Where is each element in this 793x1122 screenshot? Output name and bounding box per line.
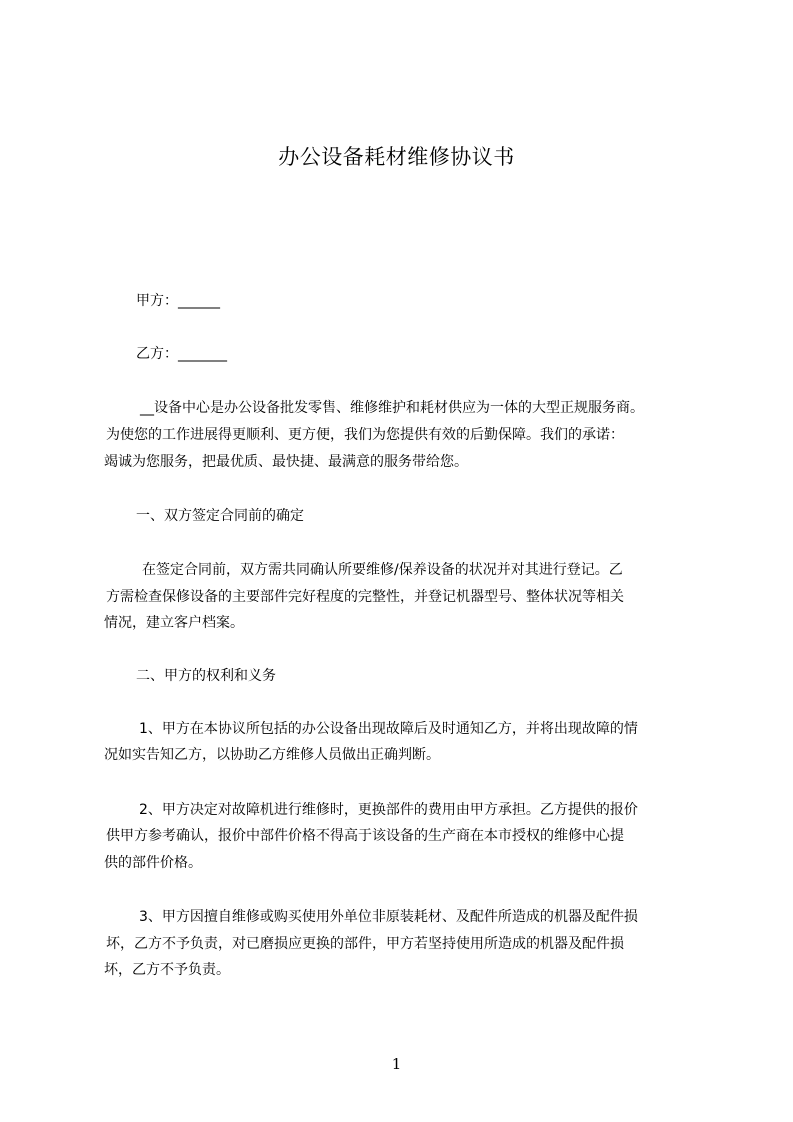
party-b-line: 乙方：_______ [136, 346, 227, 362]
intro-line: 为使您的工作进展得更顺利、更方便，我们为您提供有效的后勤保障。我们的承诺： [106, 427, 624, 443]
section-2-item-1-line: 况如实告知乙方，以协助乙方维修人员做出正确判断。 [104, 747, 440, 763]
intro-line: 竭诚为您服务，把最优质、最快捷、最满意的服务带给您。 [104, 454, 468, 470]
party-a-line: 甲方：______ [136, 293, 220, 309]
section-1-line: 方需检查保修设备的主要部件完好程度的完整性，并登记机器型号、整体状况等相关 [106, 589, 624, 605]
section-1-line: 情况，建立客户档案。 [104, 615, 244, 631]
section-2-item-3-line: 坏，乙方不予负责。 [104, 962, 230, 978]
page-number: 1 [391, 1055, 402, 1073]
section-2-item-2-line: 供甲方参考确认，报价中部件价格不得高于该设备的生产商在本市授权的维修中心提 [106, 828, 624, 844]
section-2-item-1-line: 1、甲方在本协议所包括的办公设备出现故障后及时通知乙方，并将出现故障的情 [139, 721, 638, 737]
intro-line: __设备中心是办公设备批发零售、维修维护和耗材供应为一体的大型正规服务商。 [140, 400, 644, 416]
section-1-heading: 一、双方签定合同前的确定 [136, 508, 304, 524]
section-2-item-2-line: 2、甲方决定对故障机进行维修时，更换部件的费用由甲方承担。乙方提供的报价 [139, 802, 638, 818]
section-2-item-2-line: 供的部件价格。 [104, 855, 202, 871]
section-1-line: 在签定合同前，双方需共同确认所要维修/保养设备的状况并对其进行登记。乙 [142, 562, 623, 578]
section-2-heading: 二、甲方的权利和义务 [136, 668, 276, 684]
document-title: 办公设备耗材维修协议书 [278, 145, 515, 169]
section-2-item-3-line: 坏，乙方不予负责，对已磨损应更换的部件，甲方若坚持使用所造成的机器及配件损 [106, 936, 624, 952]
section-2-item-3-line: 3、甲方因擅自维修或购买使用外单位非原装耗材、及配件所造成的机器及配件损 [139, 909, 638, 925]
